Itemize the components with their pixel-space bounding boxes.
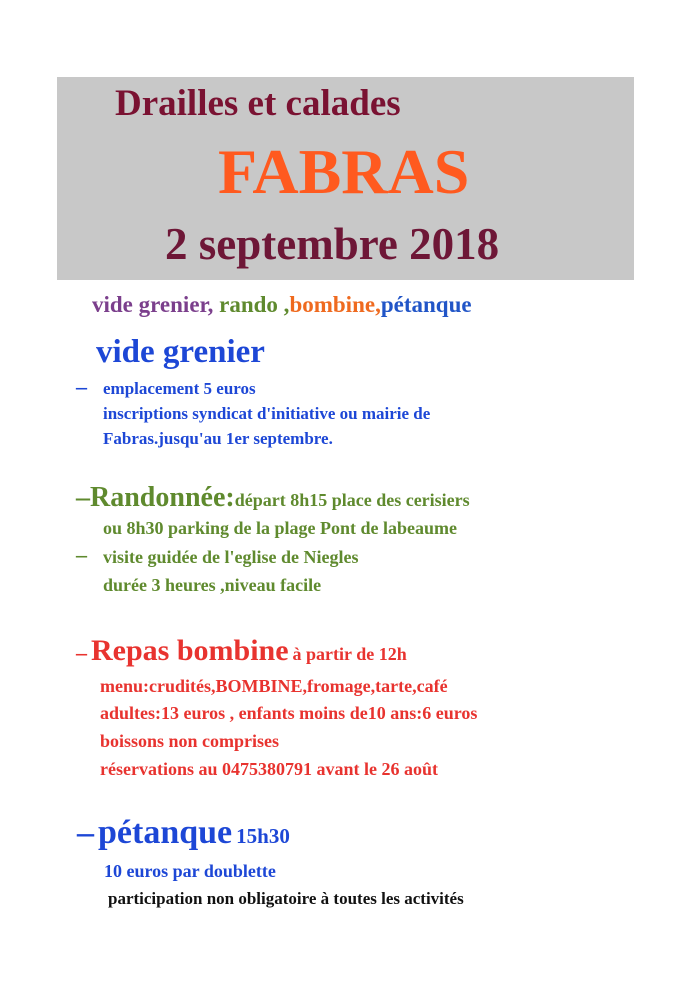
repas-drinks: boissons non comprises xyxy=(100,731,280,751)
repas-menu: menu:crudités,BOMBINE,fromage,tarte,café xyxy=(100,676,448,696)
randonnee-line-3: visite guidée de l'eglise de Niegles xyxy=(103,547,359,567)
vide-grenier-line-1: emplacement 5 euros xyxy=(103,379,256,398)
subtitle-petanque: pétanque xyxy=(380,292,472,317)
event-title: Drailles et calades xyxy=(115,83,401,124)
petanque-price: 10 euros par doublette xyxy=(104,861,276,881)
randonnee-line-2: ou 8h30 parking de la plage Pont de labeaume xyxy=(103,518,458,538)
petanque-heading-row xyxy=(77,814,290,852)
randonnee-heading-row xyxy=(76,482,470,514)
repas-heading-row xyxy=(76,634,407,668)
subtitle-rando: rando , xyxy=(213,292,290,317)
randonnee-heading: Randonnée: xyxy=(90,482,235,513)
event-date: 2 septembre 2018 xyxy=(165,219,500,269)
petanque-heading: pétanque xyxy=(98,814,233,851)
randonnee-dash: – xyxy=(76,482,90,513)
activities-subtitle xyxy=(92,292,472,318)
vide-grenier-heading: vide grenier xyxy=(96,334,265,370)
randonnee-line-4: durée 3 heures ,niveau facile xyxy=(103,575,322,595)
randonnee-departure: départ 8h15 place des cerisiers xyxy=(234,490,470,510)
petanque-time: 15h30 xyxy=(236,824,290,848)
repas-dash: – xyxy=(76,640,87,665)
subtitle-bombine: bombine, xyxy=(289,292,381,317)
vide-grenier-dash: – xyxy=(76,374,87,399)
repas-heading: Repas bombine xyxy=(91,634,289,667)
participation-note: participation non obligatoire à toutes les activités xyxy=(108,889,464,908)
petanque-dash: – xyxy=(77,814,94,851)
event-place: FABRAS xyxy=(218,136,470,207)
vide-grenier-line-2: inscriptions syndicat d'initiative ou mairie de xyxy=(103,404,431,423)
subtitle-vide-grenier: vide grenier, xyxy=(92,292,214,317)
repas-reservations: réservations au 0475380791 avant le 26 août xyxy=(100,759,438,779)
repas-time: à partir de 12h xyxy=(292,644,407,664)
vide-grenier-line-3: Fabras.jusqu'au 1er septembre. xyxy=(103,429,333,448)
randonnee-dash-2: – xyxy=(76,542,87,567)
repas-prices: adultes:13 euros , enfants moins de10 ans:6 euros xyxy=(100,703,478,723)
